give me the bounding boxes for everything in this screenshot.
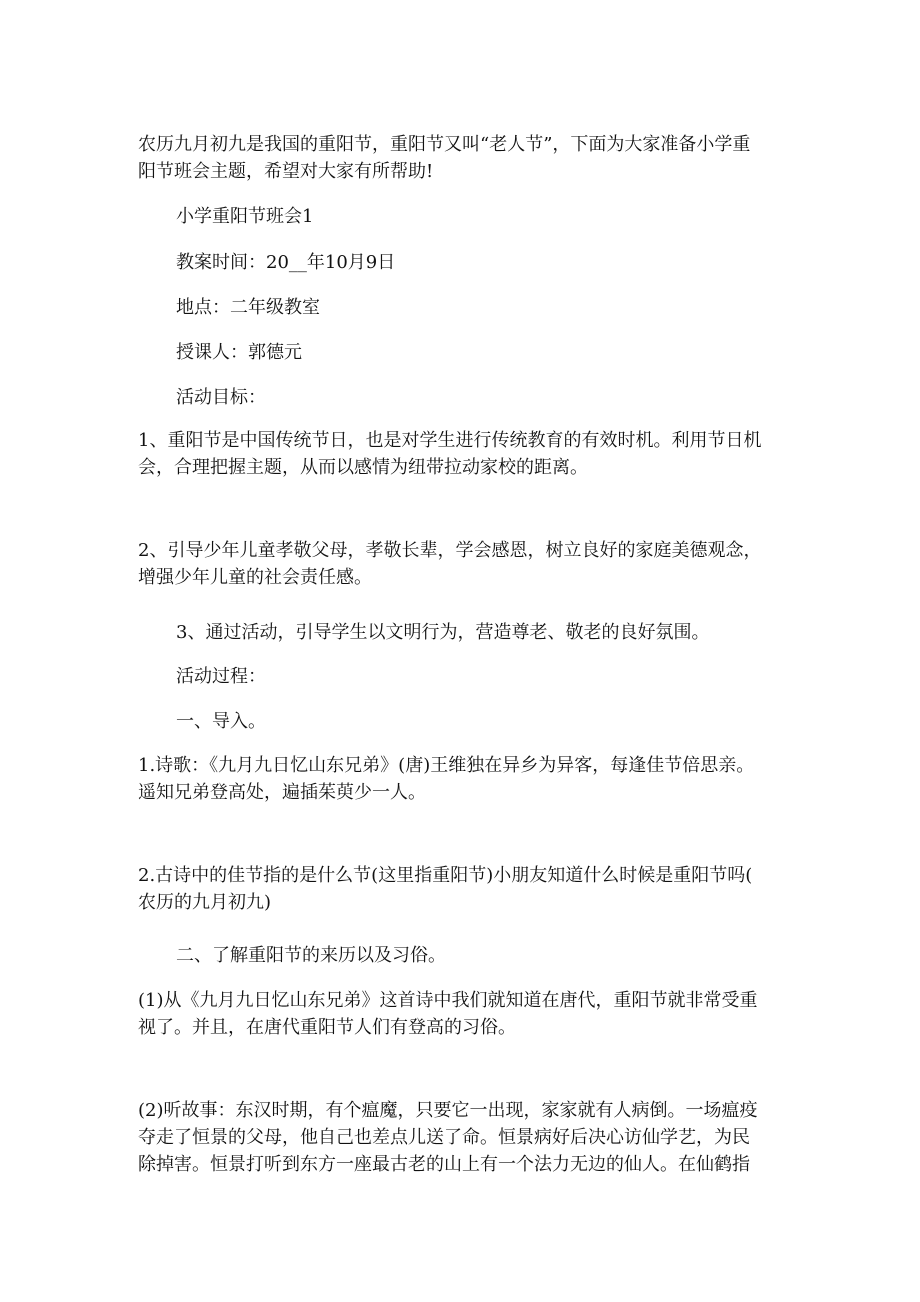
step-2-heading: 二、了解重阳节的来历以及习俗。 <box>176 945 446 966</box>
history-paragraph <box>138 987 798 1041</box>
poem-paragraph <box>138 752 798 806</box>
goal-1 <box>138 427 798 481</box>
text-line: (1)从《九月九日忆山东兄弟》这首诗中我们就知道在唐代，重阳节就非常受重 <box>138 990 758 1011</box>
text-line: 农历的九月初九) <box>138 892 272 913</box>
text-line: 阳节班会主题，希望对大家有所帮助! <box>138 161 434 182</box>
goals-heading: 活动目标： <box>176 387 266 408</box>
text-line: 会，合理把握主题，从而以感情为纽带拉动家校的距离。 <box>138 457 588 478</box>
teacher: 授课人：郭德元 <box>176 342 302 363</box>
section-title: 小学重阳节班会1 <box>176 206 314 227</box>
goal-3: 3、通过活动，引导学生以文明行为，营造尊老、敬老的良好氛围。 <box>176 622 710 643</box>
step-1-heading: 一、导入。 <box>176 711 266 732</box>
text-line: 遥知兄弟登高处，遍插茱萸少一人。 <box>138 782 426 803</box>
text-line: 除掉害。恒景打听到东方一座最古老的山上有一个法力无边的仙人。在仙鹤指 <box>138 1154 750 1175</box>
text-line: 增强少年儿童的社会责任感。 <box>138 567 372 588</box>
story-paragraph <box>138 1097 798 1178</box>
text-line: 1.诗歌：《九月九日忆山东兄弟》(唐)王维独在异乡为异客，每逢佳节倍思亲。 <box>138 755 755 776</box>
text-line: 视了。并且，在唐代重阳节人们有登高的习俗。 <box>138 1017 516 1038</box>
location: 地点：二年级教室 <box>176 297 320 318</box>
text-line: (2)听故事：东汉时期，有个瘟魔，只要它一出现，家家就有人病倒。一场瘟疫 <box>138 1100 758 1121</box>
text-line: 夺走了恒景的父母，他自己也差点儿送了命。恒景病好后决心访仙学艺，为民 <box>138 1127 750 1148</box>
text-line: 农历九月初九是我国的重阳节，重阳节又叫“老人节”，下面为大家准备小学重 <box>138 134 751 155</box>
text-line: 2、引导少年儿童孝敬父母，孝敬长辈，学会感恩，树立良好的家庭美德观念， <box>138 540 762 561</box>
question-paragraph <box>138 862 798 916</box>
text-line: 2.古诗中的佳节指的是什么节(这里指重阳节)小朋友知道什么时候是重阳节吗( <box>138 865 753 886</box>
text-line: 1、重阳节是中国传统节日，也是对学生进行传统教育的有效时机。利用节日机 <box>138 430 762 451</box>
intro-paragraph <box>138 131 798 185</box>
goal-2 <box>138 537 798 591</box>
lesson-time: 教案时间：20__年10月9日 <box>176 252 396 273</box>
process-heading: 活动过程： <box>176 666 266 687</box>
